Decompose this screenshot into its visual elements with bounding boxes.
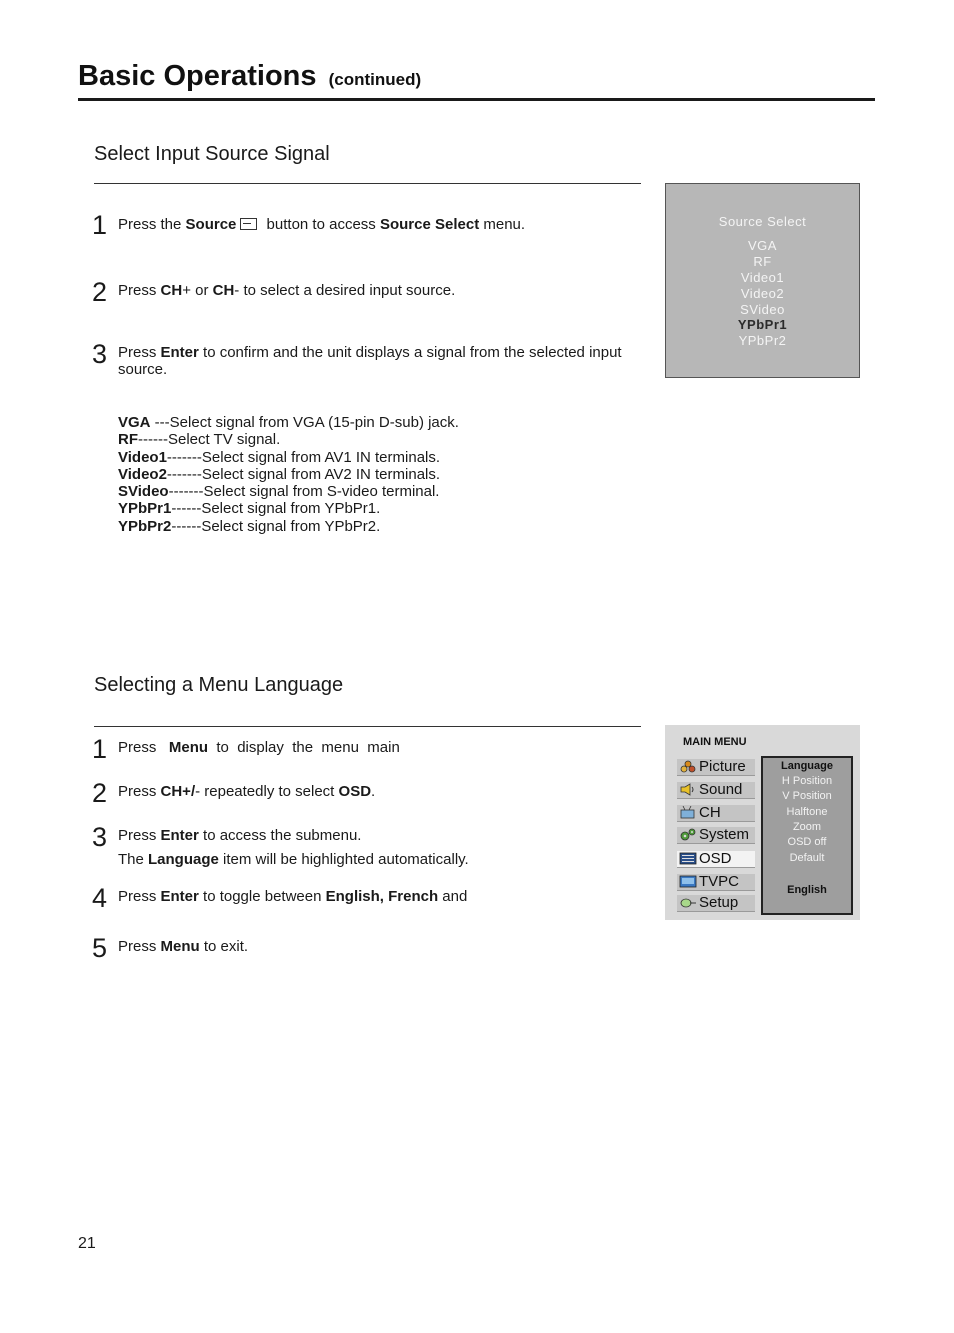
setup-icon bbox=[679, 896, 697, 909]
submenu-item[interactable]: V Position bbox=[782, 790, 832, 802]
definition-row: Video2-------Select signal from AV2 IN terminals. bbox=[118, 465, 441, 483]
page-subtitle: (continued) bbox=[328, 70, 422, 89]
definition-row: SVideo-------Select signal from S-video terminal. bbox=[118, 483, 440, 501]
source-select-osd bbox=[665, 183, 860, 378]
osd-source-item[interactable]: SVideo bbox=[740, 302, 785, 317]
step-number: 5 bbox=[92, 933, 108, 963]
submenu-item[interactable]: Default bbox=[789, 852, 825, 864]
step-text: Press Enter to confirm and the unit displays a signal from the selected input source. bbox=[118, 344, 622, 378]
step-text: Press Menu to exit. bbox=[118, 938, 249, 955]
osd-source-item[interactable]: YPbPr2 bbox=[738, 333, 787, 348]
speaker-icon bbox=[679, 783, 697, 796]
osd-title: Source Select bbox=[718, 214, 807, 229]
osd-source-item-selected[interactable]: YPbPr1 bbox=[737, 317, 788, 332]
step-text: Press CH+/- repeatedly to select OSD. bbox=[118, 783, 376, 800]
step-number: 1 bbox=[92, 210, 108, 240]
step-number: 2 bbox=[92, 778, 108, 808]
osd-source-item[interactable]: RF bbox=[753, 254, 772, 269]
menu-item-system[interactable]: System bbox=[677, 827, 755, 844]
menu-item-sound[interactable]: Sound bbox=[677, 782, 755, 799]
menu-item-osd[interactable]: OSD bbox=[677, 851, 755, 868]
submenu-item[interactable]: OSD off bbox=[787, 836, 827, 848]
step-number: 3 bbox=[92, 339, 108, 369]
definition-row: VGA ---Select signal from VGA (15-pin D-sub) jack. bbox=[118, 414, 459, 431]
osd-source-item[interactable]: Video2 bbox=[740, 286, 785, 301]
monitor-icon bbox=[679, 875, 697, 888]
submenu-item[interactable]: Zoom bbox=[792, 821, 822, 833]
section-title-input-source: Select Input Source Signal bbox=[94, 143, 330, 165]
step-number: 4 bbox=[92, 883, 108, 913]
menu-item-ch[interactable]: CH bbox=[677, 805, 755, 822]
osd-list-icon bbox=[679, 852, 697, 865]
source-button-icon bbox=[240, 218, 257, 230]
page-title-text: Basic Operations bbox=[78, 60, 317, 92]
osd-submenu bbox=[761, 756, 853, 915]
title-divider bbox=[78, 98, 875, 101]
step-number: 2 bbox=[92, 277, 108, 307]
page-number: 21 bbox=[78, 1235, 96, 1252]
section-divider bbox=[94, 726, 641, 727]
osd-source-item[interactable]: VGA bbox=[748, 238, 777, 253]
step-number: 3 bbox=[92, 822, 108, 852]
submenu-item[interactable]: H Position bbox=[781, 775, 833, 787]
menu-item-picture[interactable]: Picture bbox=[677, 759, 755, 776]
section-title-menu-language: Selecting a Menu Language bbox=[94, 674, 344, 696]
submenu-item[interactable]: Halftone bbox=[786, 806, 828, 818]
language-value[interactable]: English bbox=[787, 884, 827, 896]
main-menu-osd bbox=[665, 725, 860, 920]
osd-source-item[interactable]: Video1 bbox=[740, 270, 785, 285]
tv-icon bbox=[679, 806, 697, 819]
menu-item-tvpc[interactable]: TVPC bbox=[677, 874, 755, 891]
main-menu-title: MAIN MENU bbox=[683, 736, 747, 748]
step-number: 1 bbox=[92, 734, 108, 764]
definition-row: RF------Select TV signal. bbox=[118, 431, 281, 449]
page-title bbox=[78, 60, 421, 93]
step-text: Press Menu to display the menu main bbox=[118, 739, 400, 756]
menu-item-setup[interactable]: Setup bbox=[677, 895, 755, 912]
step-text: Press Enter to access the submenu. bbox=[118, 827, 362, 844]
gears-icon bbox=[679, 828, 697, 841]
definition-row: Video1-------Select signal from AV1 IN terminals. bbox=[118, 448, 441, 466]
step-text: Press the Source button to access Source Select menu. bbox=[118, 216, 526, 233]
step-text-note: The Language item will be highlighted automatically. bbox=[118, 851, 469, 868]
step-text: Press Enter to toggle between English, French and bbox=[118, 888, 468, 905]
section-divider bbox=[94, 183, 641, 184]
picture-icon bbox=[679, 760, 697, 773]
submenu-item-language[interactable]: Language bbox=[781, 760, 833, 772]
step-text: Press CH+ or CH- to select a desired input source. bbox=[118, 282, 456, 299]
definition-row: YPbPr1------Select signal from YPbPr1. bbox=[118, 500, 381, 518]
definition-row: YPbPr2------Select signal from YPbPr2. bbox=[118, 517, 381, 535]
source-definitions bbox=[118, 414, 459, 535]
